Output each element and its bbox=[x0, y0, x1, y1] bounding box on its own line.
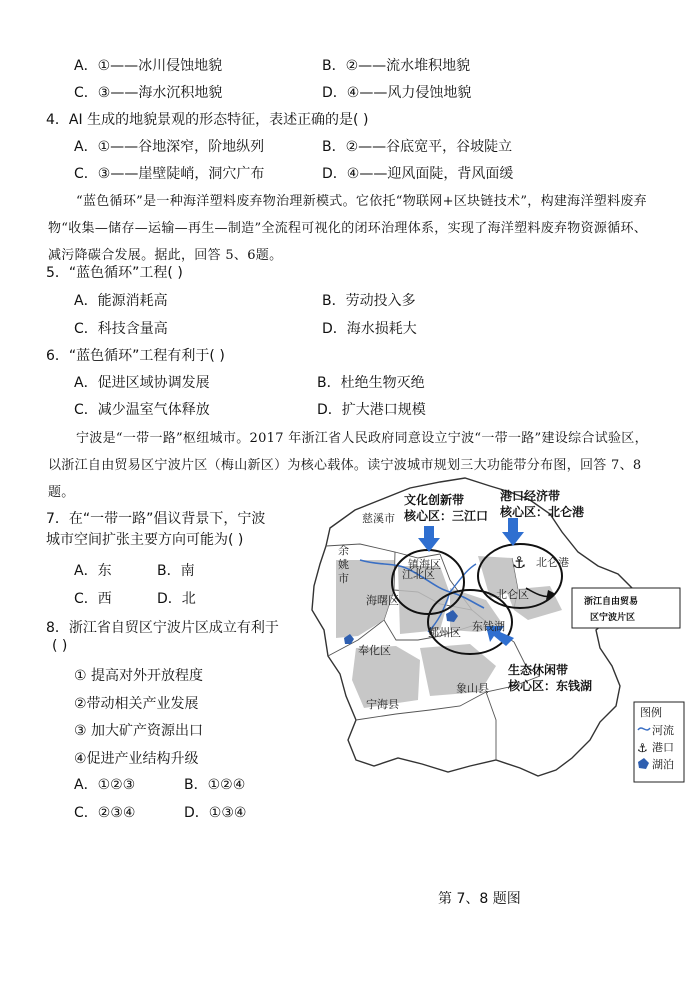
q5-option-a: A．能源消耗高 bbox=[74, 293, 168, 309]
q4-option-a: A．①——谷地深窄，阶地纵列 bbox=[74, 139, 265, 155]
q8-item-3: ③ 加大矿产资源出口 bbox=[74, 723, 204, 739]
q3-option-a: A．①——冰川侵蚀地貌 bbox=[74, 58, 223, 74]
q6-option-b: B．杜绝生物灭绝 bbox=[317, 375, 425, 391]
port-belt-title: 港口经济带 bbox=[500, 489, 561, 503]
q8-option-a: A．①②③ bbox=[74, 777, 136, 793]
legend-port-icon: ⚓ bbox=[637, 741, 648, 755]
label-xiangshan: 象山县 bbox=[456, 682, 489, 695]
label-dongqianhu: 东钱湖 bbox=[472, 620, 505, 633]
trade-zone-line1: 浙江自由贸易 bbox=[584, 597, 639, 607]
q6-option-c: C．减少温室气体释放 bbox=[74, 402, 210, 418]
q8-item-4: ④促进产业结构升级 bbox=[74, 751, 199, 767]
label-fenghua: 奉化区 bbox=[358, 644, 391, 657]
legend-title: 图例 bbox=[640, 706, 662, 719]
q3-option-d: D．④——风力侵蚀地貌 bbox=[322, 85, 472, 101]
q7-option-d: D．北 bbox=[157, 591, 196, 607]
q8-item-2: ②带动相关产业发展 bbox=[74, 696, 199, 712]
q4-option-b: B．②——谷底宽平，谷坡陡立 bbox=[322, 139, 513, 155]
legend-port: 港口 bbox=[652, 741, 674, 754]
q5-option-d: D．海水损耗大 bbox=[322, 321, 417, 337]
eco-belt-core: 核心区：东钱湖 bbox=[508, 679, 593, 693]
q6-stem: 6．“蓝色循环”工程有利于( ) bbox=[46, 348, 225, 364]
q7-option-c: C．西 bbox=[74, 591, 112, 607]
label-haishu: 海曙区 bbox=[366, 594, 399, 607]
port-belt-core: 核心区：北仑港 bbox=[500, 505, 585, 519]
trade-zone-line2: 区宁波片区 bbox=[590, 613, 636, 623]
port-anchor-icon: ⚓ bbox=[512, 553, 527, 572]
label-yuyao-2: 姚 bbox=[338, 558, 349, 571]
q4-option-d: D．④——迎风面陡，背风面缓 bbox=[322, 166, 514, 182]
q7-option-a: A．东 bbox=[74, 563, 112, 579]
legend-river: 河流 bbox=[652, 724, 674, 737]
culture-belt-title: 文化创新带 bbox=[404, 493, 465, 507]
figure-caption: 第 7、8 题图 bbox=[438, 891, 521, 907]
q8-option-d: D．①③④ bbox=[184, 805, 247, 821]
ningbo-function-belt-map bbox=[300, 470, 690, 790]
q5-option-c: C．科技含量高 bbox=[74, 321, 168, 337]
q7-stem-line2: 城市空间扩张主要方向可能为( ) bbox=[46, 532, 244, 548]
q5-option-b: B．劳动投入多 bbox=[322, 293, 416, 309]
q8-option-c: C．②③④ bbox=[74, 805, 136, 821]
q4-stem: 4．AI 生成的地貌景观的形态特征，表述正确的是( ) bbox=[46, 112, 369, 128]
label-ninghai: 宁海县 bbox=[366, 698, 399, 711]
label-beilun-district: 北仑区 bbox=[496, 588, 529, 601]
label-yuyao-3: 市 bbox=[338, 572, 349, 585]
q8-item-1: ① 提高对外开放程度 bbox=[74, 668, 204, 684]
q8-stem-line1: 8．浙江省自贸区宁波片区成立有利于 bbox=[46, 620, 279, 636]
eco-belt-title: 生态休闲带 bbox=[508, 663, 569, 677]
label-yinzhou: 鄞州区 bbox=[428, 626, 461, 639]
q6-option-a: A．促进区域协调发展 bbox=[74, 375, 210, 391]
culture-belt-core: 核心区：三江口 bbox=[404, 509, 489, 523]
q8-option-b: B．①②④ bbox=[184, 777, 246, 793]
q5-stem: 5．“蓝色循环”工程( ) bbox=[46, 265, 183, 281]
label-jiangbei: 江北区 bbox=[402, 568, 435, 581]
q8-stem-line2: ( ) bbox=[52, 638, 68, 654]
q3-option-c: C．③——海水沉积地貌 bbox=[74, 85, 223, 101]
passage-ningbo: 宁波是“一带一路”枢纽城市。2017 年浙江省人民政府同意设立宁波“一带一路”建设综合试验区，以浙江自由贸易区宁波片区（梅山新区）为核心载体。读宁波城市规划三大功能带分布图，回答 7、8题。 bbox=[48, 431, 648, 500]
q3-option-b: B．②——流水堆积地貌 bbox=[322, 58, 471, 74]
label-yuyao-1: 余 bbox=[338, 544, 349, 557]
label-cixi: 慈溪市 bbox=[362, 512, 395, 525]
passage-blue-cycle: “蓝色循环”是一种海洋塑料废弃物治理新模式。它依托“物联网+区块链技术”，构建海洋塑料废弃物“收集—储存—运输—再生—制造”全流程可视化的闭环治理体系，实现了海洋塑料废弃物资源循环、减污降碳合发展。据此，回答 5、6题。 bbox=[48, 194, 648, 263]
q7-option-b: B．南 bbox=[157, 563, 195, 579]
legend-lake: 湖泊 bbox=[652, 758, 674, 771]
q6-option-d: D．扩大港口规模 bbox=[317, 402, 426, 418]
label-beilun-port: 北仑港 bbox=[536, 556, 569, 569]
q4-option-c: C．③——崖壁陡峭，洞穴广布 bbox=[74, 166, 265, 182]
label-zhenhai: 镇海区 bbox=[408, 558, 441, 571]
q7-stem-line1: 7．在“一带一路”倡议背景下，宁波 bbox=[46, 511, 266, 527]
